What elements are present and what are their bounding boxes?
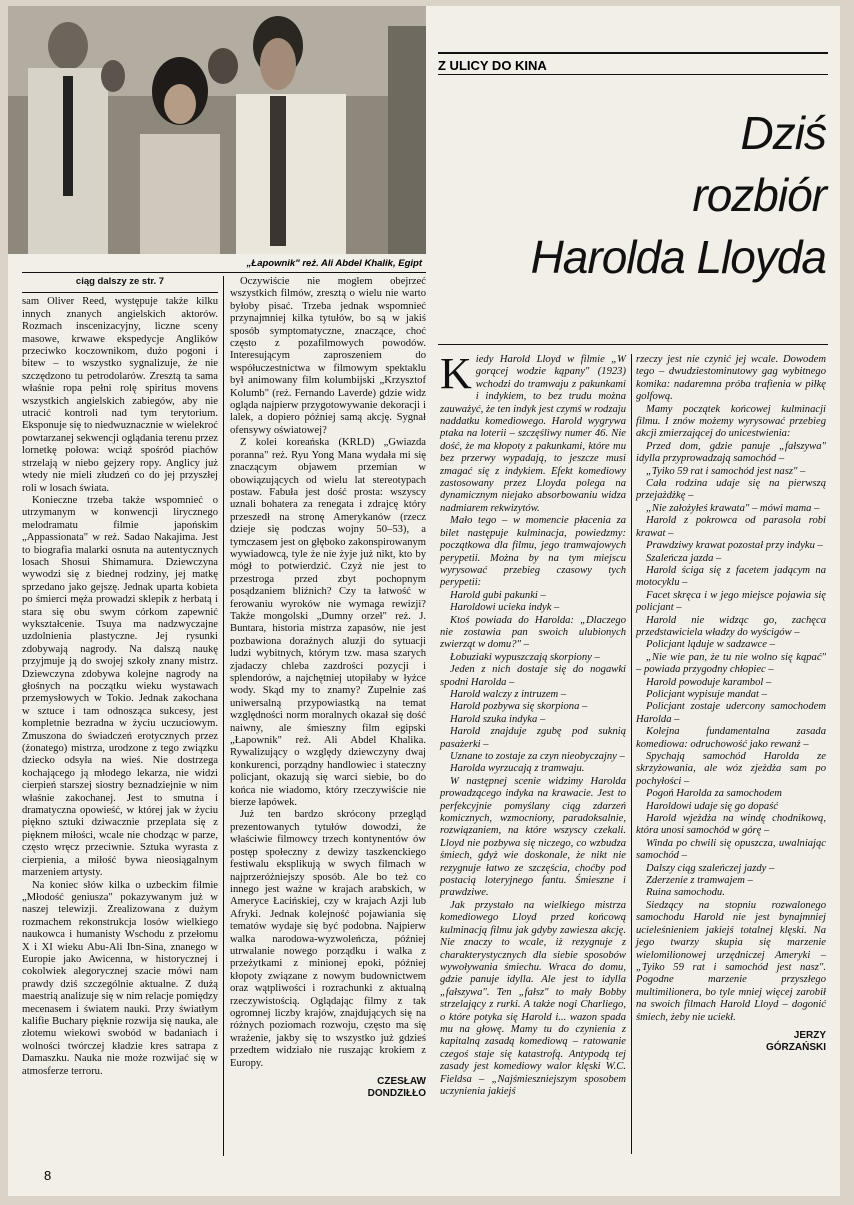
column-3 (440, 349, 626, 1098)
list-step: Facet skręca i w jego miejsce pojawia się policjant – (636, 589, 826, 614)
list-step: Uznane to zostaje za czyn nieobyczajny – (450, 751, 625, 762)
list-step: Harold znajduje zgubę pod suknią pasażerki – (440, 726, 626, 750)
list-step: Cała rodzina udaje się na pierwszą przejażdżkę – (636, 478, 826, 502)
author-line: GÓRZAŃSKI (766, 1041, 826, 1053)
author-line: JERZY (793, 1029, 826, 1041)
list-step: Jeden z nich dostaje się do nogawki spodni Harolda – (440, 664, 626, 688)
list-step: Harold z pokrowca od parasola robi krawat – (636, 515, 826, 539)
divider (22, 292, 218, 293)
magazine-page (8, 6, 840, 1196)
paragraph: Jak przystało na wielkiego mistrza komediowego Lloyd przed końcową kulminacją filmu jak gdyby zawiesza akcję. Nie znaczy to wcale, iż rezygnuje z charakterystycznych dla siebie sposobów wywoływania śmiechu. Wraca do domu, gdzie panuje idylla. Ale jest to idylla „fałszywa". Ten „fałsz" to mały Bobby strzelający z rurki. A także nogi Charliego, o które potyka się Harold i... wazon spada mu na głowę. Mamy tu do czynienia z kapitalną zasadą komediową – ratowanie czegoś staje się katastrofą. Antypodą tej zasady jest komediowy walor klęski W.C. Fieldsa – „Najśmieszniejszym sposobem uczynienia jakiejś (440, 899, 626, 1097)
photo-caption: „Łapownik" reż. Ali Abdel Khalik, Egipt (246, 258, 422, 269)
paragraph: W następnej scenie widzimy Harolda prowadzącego indyka na krawacie. Jest to perfekcyjnie pomyślany ciąg zdarzeń komicznych, wzmocniony, paradoksalnie, rozwiązaniem, na które wszyscy czekali. Lloyd nie pozbywa się niczego, co wzbudza śmiech, gdyż wie doskonale, że nikt nie rezygnuje łatwo ze szczęścia, choćby pod postacią loteryjnego fantu. Śmieszne i prawdziwe. (440, 775, 626, 899)
list-step: Policjant ląduje w sadzawce – (646, 639, 775, 651)
film-still-illustration (8, 6, 426, 254)
divider (438, 344, 828, 345)
list-step: Harold gubi pakunki – (450, 589, 546, 601)
list-step: Harold powoduje karambol – (646, 676, 772, 688)
page-number: 8 (44, 1168, 52, 1183)
list-step: Harold walczy z intruzem – (450, 688, 567, 700)
author-byline (636, 1030, 826, 1054)
section-label: Z ULICY DO KINA (438, 58, 547, 73)
list-step: Kolejna fundamentalna zasada komediowa: odruchowość jako rewanż – (636, 726, 826, 750)
section-rule (438, 52, 828, 54)
paragraph: Na koniec słów kilka o uzbeckim filmie „Młodość geniusza" pokazywanym już w naszej telewizji. Zrealizowana z dużym rozmachem rekonstrukcja losów wielkiego naukowca i humanisty Wschodu z przełomu X i XI wieku Abu-Ali Ibn-Sina, znanego w Europie jako Awicenna, w historycznej i cokolwiek alegorycznej szacie mówi nam prawdy dziś szczególnie aktualne. Z dużą maestrią analizuje się w nim relacje pomiędzy mecenasem i światem nauki. Przy światłym kalifie Buchary pięknie rozwija się nauka, ale złotemu wiekowi swobód w badaniach i wolności twórczej kładzie kres satrapa z Damaszku. Nauka nie może rozwijać się w atmosferze terroru. (22, 879, 218, 1077)
column-1 (22, 276, 218, 1078)
paragraph: Już ten bardzo skrócony przegląd prezentowanych tytułów dowodzi, że właściwie filmowcy trzech kontynentów ów postęp społeczny z dewizy taszkenckiego festiwalu eksplikują w swych filmach w najprzeróżniejszy sposób. Ale bo też co innego jest ważne w krajach arabskich, w Ameryce Łacińskiej, czy w krajach Azji lub Afryki. Jednak kolejność pojawiania się tematów wydaje się być podobna. Najpierw walka narodowa-wyzwoleńcza, później utrwalanie nowego porządku i walka z przeżytkami z minionej epoki, później kłopoty związane z nowym budownictwem oraz wątpliwości i rozrachunki z aktualną rzeczywistością. Oglądając filmy z tak ogromnej liczby krajów, znajdujących się na różnych poziomach rozwoju, często ma się wrażenie, jakby się to wszystko już gdzieś przedtem widziało nie ruszając krokiem z Europy. (230, 809, 426, 1069)
continued-note: ciąg dalszy ze str. 7 (75, 276, 165, 287)
list-step: „Nie założyłeś krawata" – mówi mama – (646, 502, 820, 514)
column-4 (636, 354, 826, 1054)
column-2 (230, 276, 426, 1100)
list-step: Harold ściga się z facetem jadącym na motocyklu – (636, 564, 826, 589)
list-step: Prawdziwy krawat pozostał przy indyku – (646, 540, 823, 552)
paragraph: Oczywiście nie mogłem obejrzeć wszystkich filmów, zresztą o wielu nie warto byłoby pisać. Trzeba jednak wspomnieć przynajmniej kilka tytułów, bo są w jakiś sposób symptomatyczne, znaczące, choć często z pozafilmowych powodów. Interesującym zaproszeniem do współuczestnictwa w filmowym spektaklu był animowany film kolumbijski „Krzysztof Kolumb" (reż. Fernando Laverde) gdzie widz ogląda najpierw przygotowywanie dekoracji i lalek, a dopiero później samą akcję. Sygnał ofensywy oświatowej? (230, 276, 426, 436)
paragraph: Z kolei koreańska (KRLD) „Gwiazda poranna" reż. Ryu Yong Mana wydała mi się znaczącym objawem przemian w obowiązujących od wielu lat stereotypach postaw. Fabuła jest dość prosta: wszyscy uznali bohatera za renegata i zdrajcę który przeszedł na stronę Amerykanów (rzecz dzieje się podczas wojny 50–53), a tymczasem jest on głęboko zakonspirowanym wywiadowcą, tyle że nie żyje już nikt, kto by mógł to potwierdzić. Czyż nie jest to przestroga przed zbyt pochopnym posądzaniem bliźnich? Czy ta łatwość w ferowaniu wyroków nie wymaga rewizji? Także mongolski „Dumny orzeł" reż. J. Buntara, historia mistrza zapasów, nie jest pozbawiona doraźnych aluzji do sytuacji ludzi wybitnych, którym tzw. masa szarych zjadaczy chleba zazdrości pozycji i splendorów, a najchętniej utopiłaby w łyżce wody. Skąd my to znamy? Zupełnie zaś uniwersalną przypowiastką na temat względności norm moralnych okazał się dość naiwny, ale śmieszny film egipski „Łapownik" reż. Ali Abdel Khalika. Rywalizujący o względy dziewczyny dwaj konkurenci, porządny handlowiec i stateczny policjant, okazują się warci siebie, bo do końca nie wiadomo, który rzeczywiście nie bierze łapówek. (230, 437, 426, 809)
list-step: „Tyiko 59 rat i samochód jest nasz" – (646, 465, 806, 477)
headline (438, 102, 826, 288)
list-step: „Nie wie pan, że tu nie wolno się kąpać" – powiada przygodny chłopiec – (636, 651, 826, 676)
column-divider (223, 276, 224, 1156)
list-step: Szaleńcza jazda – (646, 552, 722, 564)
paragraph: sam Oliver Reed, występuje także kilku innych znanych angielskich aktorów. Rozmach inscenizacyjny, liczne sceny masowe, krwawe ekspedycje Anglików przeciwko koczownikom, dużo pogoni i bitew – to wszystko sygnalizuje, że nie szczędzono tu petrodolarów. Zresztą ta sama właśnie ropa pełni rolę spiritus movens wszystkich angielskich zabiegów, aby nie utracić kontroli nad tym terytorium. Eksponuje się to niedwuznacznie w wielekroć powtarzanej sekwencji oglądania terenu przez lornetkę połowa: wciąż spośród piachów strzelają w niebo gejzery ropy. Anglicy już wtedy nie mieli złudzeń co do jej przyszłej roli w losach świata. (22, 296, 218, 494)
list-step: Łobuziaki wypuszczają skorpiony – (450, 651, 600, 663)
drop-cap: K (440, 349, 472, 398)
paragraph: Mamy początek końcowej kulminacji filmu. I znów możemy wyrysować przebieg akcji zmierzającej do unicestwienia: (636, 403, 826, 440)
headline-line: Harolda Lloyda (530, 231, 826, 283)
author-line: CZESŁAW (377, 1076, 426, 1087)
column-divider (631, 354, 632, 1154)
author-byline (230, 1076, 426, 1100)
headline-line: Dziś (740, 107, 826, 159)
paragraph: Konieczne trzeba także wspomnieć o utrzymanym w konwencji lirycznego melodramatu filmie japońskim „Appassionata" w reż. Sadao Nakajima. Jest to biografia malarki osnuta na autentycznych losach Shosui Shimamura. Dziewczyna wywodzi się z biednej rodziny, jej matkę sprzedano jako gejszę. Jednak uparta kobieta po śmierci męża prowadzi sklepik z herbatą i stara się obu swym córkom zapewnić wykształcenie. Tsuya ma nadzwyczajne uzdolnienia plastyczne. Jej rysunki zdobywają nagrody. Na dalszą naukę przyjmuje ją do swojej szkoły znany mistrz. Dziewczyna zdobywa kolejne nagrody na głośnych na początku wieku wystawach przemysłowych w Tokio. Jednak zakochana w sztuce i tam odnosząca sukcesy, jest kompletnie bezradna w życiu uczuciowym. Zmuszona do świadczeń erotycznych przez (żonatego) mistrza, urodzone z tego związku dziecko odsyła na wieś. Nie dostrzega kochającego ją młodego lekarza, nie widzi cierpień starszej siostry beznadziejnie w nim właśnie zakochanej. Jest to smutna i dramatyczna opowieść, w której jak w życiu piękno sztuki dziwacznie przeplata się z pięknem miłości, wcale nie chodząc w parze, często wręcz przeciwnie. Sztuka wyrasta z cierpienia, a miłość bywa nieosiągalnym marzeniem artysty. (22, 494, 218, 879)
list-step: Pogoń Harolda za samochodem (646, 788, 782, 800)
paragraph: iedy Harold Lloyd w filmie „W gorącej wodzie kąpany" (1923) wchodzi do tramwaju z pakunkami i indykiem, to bez trudu można zauważyć, że ten indyk jest czymś w rodzaju naddatku komediowego. Harold wygrywa ptaka na loterii – szczęśliwy numer 46. Nie dość, że ma kłopoty z pakunkami, które mu bez przerwy wypadają, to jeszcze musi zmagać się z indykiem. Efekt komediowy zastosowany przez Lloyda polega na dynamicznym niejako absorbowaniu widza nadmiarem rekwizytów. (440, 354, 626, 514)
list-step: Ktoś powiada do Harolda: „Dlaczego nie zostawia pan swoich ulubionych zwierząt w domu?" – (440, 614, 626, 651)
paragraph: Siedzący na stopniu rozwalonego samochodu Harold nie jest bynajmniej ucieleśnieniem jakiejś totalnej klęski. Na jego twarzy skupia się marzenie wielomilionowej urzędniczej Ameryki – „Tyiko 59 rat i samochód jest nasz". Pogodne marzenie przyszłego multimilionera, bo tyle mniej więcej zarobił na swoich filmach Harold Lloyd – dogonić śmiech, żeby nie uciekł. (636, 899, 826, 1023)
list-step: Harold pozbywa się skorpiona – (450, 701, 588, 713)
headline-line: rozbiór (692, 169, 826, 221)
list-step: Haroldowi udaje się go dopaść (646, 800, 779, 812)
list-step: Harold szuka indyka – (450, 713, 546, 725)
divider (22, 272, 426, 273)
paragraph: Mało tego – w momencie płacenia za bilet następuje kulminacja, powiedzmy: początkowa dla filmu, jego tramwajowych perypetii. Można by na tym miejscu wyrysować przebieg czasowy tych perypetii: (440, 515, 626, 589)
list-step: Haroldowi ucieka indyk – (450, 602, 560, 614)
list-step: Spychają samochód Harolda ze skrzyżowania, ale wóz zjeżdża sam po pochyłości – (636, 751, 826, 787)
film-still-photo (8, 6, 426, 254)
list-step: Harold nie widząc go, zachęca przedstawiciela władzy do wyścigów – (636, 614, 826, 638)
list-step: Dalszy ciąg szaleńczej jazdy – (646, 862, 775, 874)
author-line: DONDZIŁŁO (367, 1088, 426, 1099)
list-step: Harolda wyrzucają z tramwaju. (450, 763, 585, 775)
list-step: Harold wjeżdża na windę chodnikową, która unosi samochód w górę – (636, 813, 826, 837)
list-step: Zderzenie z tramwajem – (646, 875, 753, 887)
list-step: Przed dom, gdzie panuje „fałszywa" idylla przyprowadzają samochód – (636, 440, 826, 465)
paragraph: rzeczy jest nie czynić jej wcale. Dowodem tego – dwudziestominutowy gag wybitnego komika: nadaremna próba trafienia w piłkę golfową. (636, 354, 826, 403)
list-step: Winda po chwili się opuszcza, uwalniając samochód – (636, 837, 826, 862)
list-step: Ruina samochodu. (646, 887, 725, 899)
section-rule (438, 74, 828, 75)
list-step: Policjant zostaje udercony samochodem Harolda – (636, 701, 826, 725)
list-step: Policjant wypisuje mandat – (646, 688, 767, 700)
